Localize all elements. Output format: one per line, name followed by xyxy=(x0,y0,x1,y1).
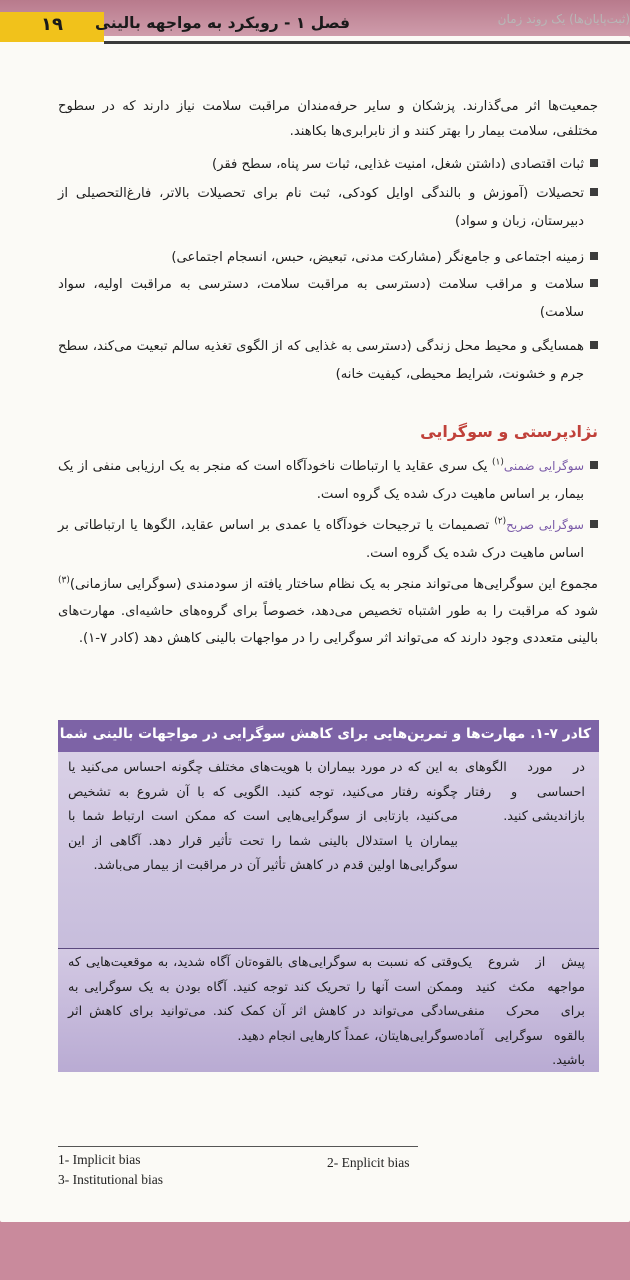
box-row-description: وقتی که نسبت به سوگرایی‌های بالقوه‌تان آگاه شدید، به موقعیت‌هایی که ممکن است آنها را تحریک کند توجه کنید. آگاه بودن به یک سوگرایی به سادگی می‌تواند در کاهش اثر آن کمک کند. می‌توانید برای کاهش اثر سوگرایی‌هایتان، عمداً کارهایی انجام دهید. xyxy=(68,955,458,1044)
bleed-through-text: (ثبت‌پایان‌ها) یک روند زمان xyxy=(497,12,630,26)
bullet-square-icon xyxy=(590,520,598,528)
footnote-marker: (۳) xyxy=(58,575,70,586)
list-item xyxy=(58,271,598,326)
list-item-text: تحصیلات (آموزش و بالندگی اوایل کودکی، ثبت نام برای تحصیلات بالاتر، فارغ‌التحصیلی از دبیرستان، زبان و سواد) xyxy=(58,186,584,229)
box-row-heading: پیش از شروع یک مواجهه مکث کنید و برای محرک منفی بالقوه سوگرایی آماده باشید. xyxy=(457,955,585,1068)
box-row-description: به این که در مورد بیماران با هویت‌های مختلف چگونه احساس می‌کنید یا چگونه رفتار می‌کنید، توجه کنید. الگویی که با آن شروع به تشخیص می‌کنید، بازتابی از سوگرایی‌هایی است که ممکن است ارتباط شما با بیماران یا استدلال بالینی شما را تحت تأثیر قرار دهد. آگاهی از این سوگرایی‌ها اولین قدم در کاهش تأثیر آن در مراقبت از بیمار می‌باشد. xyxy=(68,760,458,873)
list-item-text: همسایگی و محیط محل زندگی (دسترسی به غذایی که از الگوی تغذیه سالم تبعیت می‌کند، سطح جرم و خشونت، شرایط محیطی، کیفیت خانه) xyxy=(58,339,584,382)
page-number: ۱۹ xyxy=(41,14,63,35)
list-item xyxy=(58,244,598,272)
summary-text-start: مجموع این سوگرایی‌ها می‌تواند منجر به یک نظام ساختار یافته از سودمندی (سوگرایی سازمانی) xyxy=(69,577,598,592)
intro-paragraph: جمعیت‌ها اثر می‌گذارند. پزشکان و سایر حرفه‌مندان مراقبت سلامت نیاز دارند که در سطوح مختلفی، سلامت بیمار را بهتر کنند و از نابرابری‌ها بکاهند. xyxy=(58,99,598,139)
footnote-3: 3- Institutional bias xyxy=(58,1172,163,1187)
book-edge-bottom xyxy=(0,1222,630,1280)
bullet-square-icon xyxy=(590,461,598,469)
box-header xyxy=(58,720,599,752)
definition-body: تصمیمات یا ترجیحات خودآگاه یا عمدی بر اساس عقاید، الگوها یا ارتباطاتی بر اساس ماهیت درک شده یک گروه است. xyxy=(58,518,584,561)
list-item xyxy=(58,333,598,388)
definition-item xyxy=(58,453,598,508)
list-item xyxy=(58,180,598,235)
definition-text xyxy=(58,453,584,508)
list-item-text: ثبات اقتصادی (داشتن شغل، امنیت غذایی، ثبات سر پناه، سطح فقر) xyxy=(211,157,584,172)
list-item xyxy=(58,151,598,179)
bullet-square-icon xyxy=(590,341,598,349)
definition-body: یک سری عقاید یا ارتباطات ناخودآگاه است که منجر به یک ارزیابی منفی از یک بیمار، بر اساس ماهیت درک شده یک گروه است. xyxy=(58,459,584,502)
box-title: کادر ۷-۱. مهارت‌ها و تمرین‌هایی برای کاهش سوگرایی در مواجهات بالینی شما xyxy=(59,726,591,742)
footnote-1: 1- Implicit bias xyxy=(58,1152,141,1167)
box-row-heading: در مورد الگوهای احساسی و رفتار بازاندیشی کنید. xyxy=(465,760,585,824)
section-heading: نژادپرستی و سوگرایی xyxy=(420,422,598,441)
footnote-marker: (۱) xyxy=(491,457,504,468)
bullet-square-icon xyxy=(590,159,598,167)
skills-box xyxy=(58,720,599,1072)
bullet-square-icon xyxy=(590,279,598,287)
bullet-square-icon xyxy=(590,252,598,260)
bullet-square-icon xyxy=(590,188,598,196)
definition-term: سوگرایی صریح xyxy=(506,518,584,532)
footnote-marker: (۲) xyxy=(494,516,507,527)
header-rule xyxy=(104,41,630,44)
chapter-title: فصل ۱ - رویکرد به مواجهه بالینی xyxy=(95,14,350,32)
summary-text-end: شود که مراقبت را به طور اشتباه تخصیص می‌دهد، خصوصاً برای گروه‌های حاشیه‌ای. مهارت‌های بالینی متعددی وجود دارند که می‌تواند اثر سوگرایی را در مواجهات بالینی کاهش دهد (کادر ۷-۱). xyxy=(58,604,598,646)
list-item-text: سلامت و مراقب سلامت (دسترسی به مراقبت سلامت، دسترسی به مراقبت اولیه، سواد سلامت) xyxy=(58,277,584,320)
box-row xyxy=(58,949,599,1072)
summary-paragraph xyxy=(58,571,598,652)
page-header xyxy=(0,12,630,44)
footnote-2: 2- Enplicit bias xyxy=(327,1155,410,1170)
footnote-rule xyxy=(58,1146,418,1147)
list-item-text: زمینه اجتماعی و جامع‌نگر (مشارکت مدنی، تبعیض، حبس، انسجام اجتماعی) xyxy=(171,250,584,265)
box-row xyxy=(58,752,599,948)
definition-text xyxy=(58,512,584,567)
definition-item xyxy=(58,512,598,567)
page-number-tab xyxy=(0,12,104,42)
definition-term: سوگرایی ضمنی xyxy=(503,459,584,473)
